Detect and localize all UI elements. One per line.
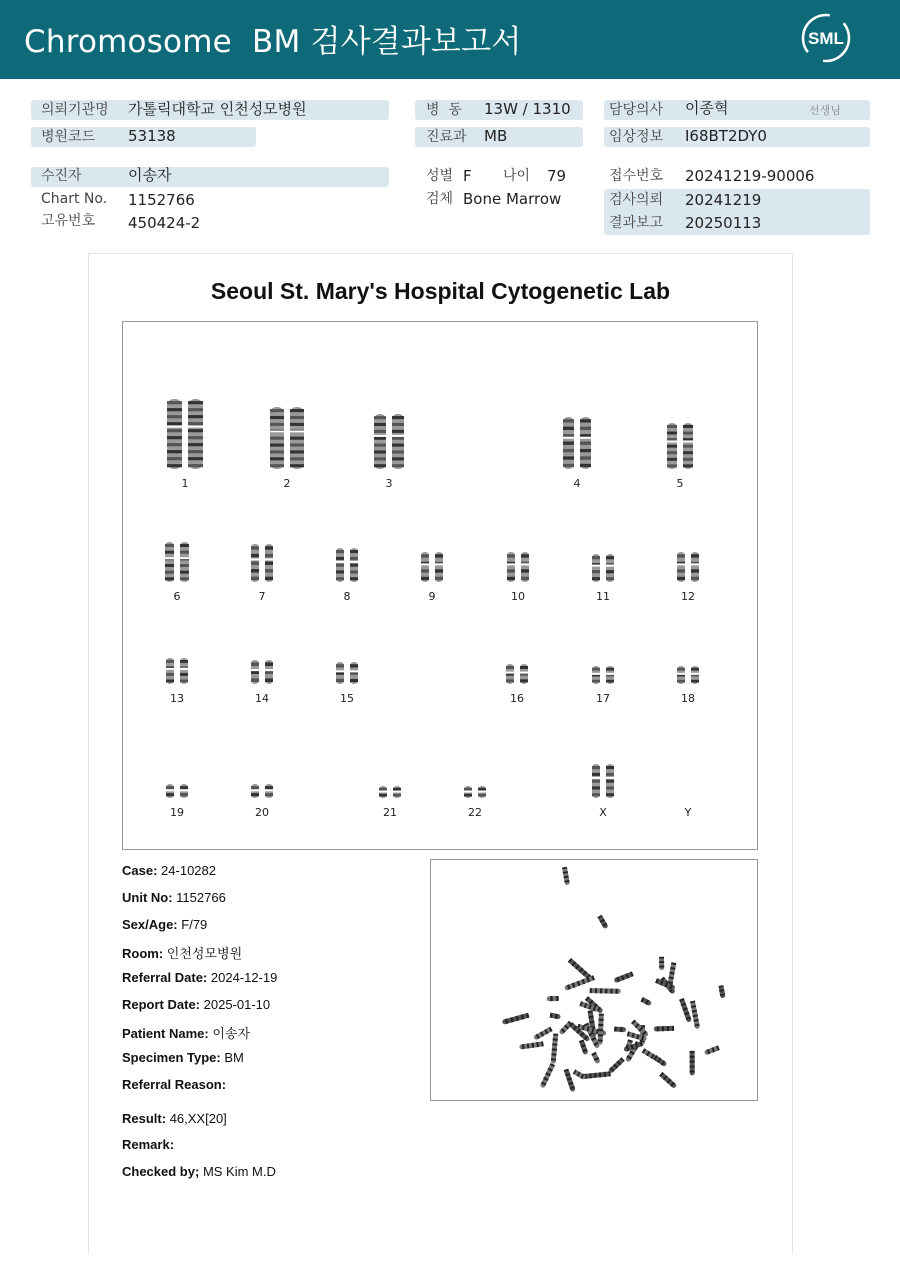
report-field: Specimen Type: BM	[122, 1050, 244, 1065]
chromosome-pair-22	[464, 786, 486, 798]
report-field: Report Date: 2025-01-10	[122, 997, 271, 1012]
chromosome-pair-3	[374, 414, 404, 469]
department-label: 진료과	[426, 129, 467, 145]
chromosome-pair-17	[592, 666, 614, 684]
chromosome-label-22: 22	[468, 806, 482, 819]
chromosome-pair-11	[592, 554, 614, 582]
chromosome-label-4: 4	[573, 477, 581, 490]
report-title: Chromosome BM 검사결과보고서	[24, 24, 522, 60]
specimen-value: Bone Marrow	[463, 190, 562, 208]
chromosome-pair-7	[251, 544, 273, 582]
chromosome-label-3: 3	[385, 477, 393, 490]
chromosome-pair-1	[167, 399, 203, 469]
request-date-label: 검사의뢰	[609, 192, 664, 208]
chromosome-pair-19	[166, 784, 188, 798]
chromosome-label-19: 19	[170, 806, 184, 819]
report-field: Case: 24-10282	[122, 863, 216, 878]
chromosome-label-13: 13	[170, 692, 184, 705]
metaphase-panel	[430, 859, 758, 1101]
referring-institution-value: 가톨릭대학교 인천성모병원	[128, 100, 307, 118]
report-field: Remark:	[122, 1137, 175, 1152]
chromosome-label-1: 1	[181, 477, 189, 490]
hospital-code-label: 병원코드	[41, 129, 96, 145]
chromosome-pair-9	[421, 552, 443, 582]
sex-label: 성별	[426, 168, 454, 184]
chromosome-label-15: 15	[340, 692, 354, 705]
chromosome-label-20: 20	[255, 806, 269, 819]
report-field: Unit No: 1152766	[122, 890, 226, 905]
age-value: 79	[547, 167, 567, 185]
doctor-label: 담당의사	[609, 102, 664, 118]
karyogram-panel	[122, 321, 758, 850]
sex-value: F	[463, 167, 472, 185]
department-value: MB	[484, 127, 508, 145]
chromosome-pair-12	[677, 552, 699, 582]
patient-label: 수진자	[41, 168, 82, 184]
report-date-value: 20250113	[685, 214, 762, 232]
receipt-no-value: 20241219-90006	[685, 167, 815, 185]
chromosome-label-9: 9	[428, 590, 436, 603]
chromosome-pair-10	[507, 552, 529, 582]
clinical-info-label: 임상정보	[609, 129, 664, 145]
chromosome-label-8: 8	[343, 590, 351, 603]
report-field: Referral Reason:	[122, 1077, 227, 1092]
chromosome-label-16: 16	[510, 692, 524, 705]
chromosome-label-5: 5	[676, 477, 684, 490]
age-label: 나이	[503, 168, 531, 184]
chromosome-pair-15	[336, 662, 358, 684]
report-field: Result: 46,XX[20]	[122, 1111, 227, 1126]
chromosome-pair-2	[270, 407, 304, 469]
chromosome-pair-18	[677, 666, 699, 684]
request-date-value: 20241219	[685, 191, 762, 209]
report-field: Referral Date: 2024-12-19	[122, 970, 278, 985]
report-field: Sex/Age: F/79	[122, 917, 208, 932]
logo-text: SML	[808, 29, 844, 48]
referring-institution-label: 의뢰기관명	[41, 102, 109, 118]
report-field: Room: 인천성모병원	[122, 946, 243, 961]
chart-no-value: 1152766	[128, 191, 195, 209]
sml-logo-icon	[800, 12, 852, 64]
chart-no-label: Chart No.	[41, 191, 108, 207]
chromosome-label-Y: Y	[684, 806, 692, 819]
doctor-value: 이종혁	[685, 99, 729, 117]
chromosome-label-10: 10	[511, 590, 525, 603]
ward-label: 병 동	[426, 102, 462, 118]
lab-title: Seoul St. Mary's Hospital Cytogenetic Lab	[210, 278, 671, 304]
report-header	[0, 0, 900, 79]
metaphase-spread-image	[431, 860, 757, 1100]
clinical-info-value: I68BT2DY0	[685, 127, 767, 145]
chromosome-label-2: 2	[283, 477, 291, 490]
chromosome-pair-4	[563, 417, 591, 469]
chromosome-label-X: X	[599, 806, 607, 819]
chromosome-label-6: 6	[173, 590, 181, 603]
report-date-label: 결과보고	[609, 215, 664, 231]
unique-no-value: 450424-2	[128, 214, 201, 232]
chromosome-pair-20	[251, 784, 273, 798]
chromosome-pair-21	[379, 786, 401, 798]
chromosome-label-21: 21	[383, 806, 397, 819]
label-bar	[31, 167, 389, 187]
report-field: Patient Name: 이송자	[122, 1026, 251, 1041]
ward-value: 13W / 1310	[484, 100, 571, 118]
unique-no-label: 고유번호	[41, 213, 96, 229]
chromosome-pair-8	[336, 548, 358, 582]
chromosome-label-18: 18	[681, 692, 695, 705]
chromosome-pair-13	[166, 658, 188, 684]
hospital-code-value: 53138	[128, 127, 176, 145]
patient-value: 이송자	[128, 166, 172, 184]
specimen-label: 검체	[426, 191, 454, 207]
chromosome-pair-16	[506, 664, 528, 684]
doctor-suffix: 선생님	[809, 104, 841, 117]
chromosome-pair-6	[165, 542, 189, 582]
chromosome-label-12: 12	[681, 590, 695, 603]
report-field: Checked by; MS Kim M.D	[122, 1164, 276, 1179]
chromosome-label-11: 11	[596, 590, 610, 603]
chromosome-label-17: 17	[596, 692, 610, 705]
chromosome-label-7: 7	[258, 590, 266, 603]
chromosome-pair-X	[592, 764, 614, 798]
receipt-no-label: 접수번호	[609, 168, 664, 184]
chromosome-label-14: 14	[255, 692, 269, 705]
karyotype-report	[88, 253, 793, 1254]
chromosome-pair-14	[251, 660, 273, 684]
chromosome-pair-5	[667, 423, 693, 469]
